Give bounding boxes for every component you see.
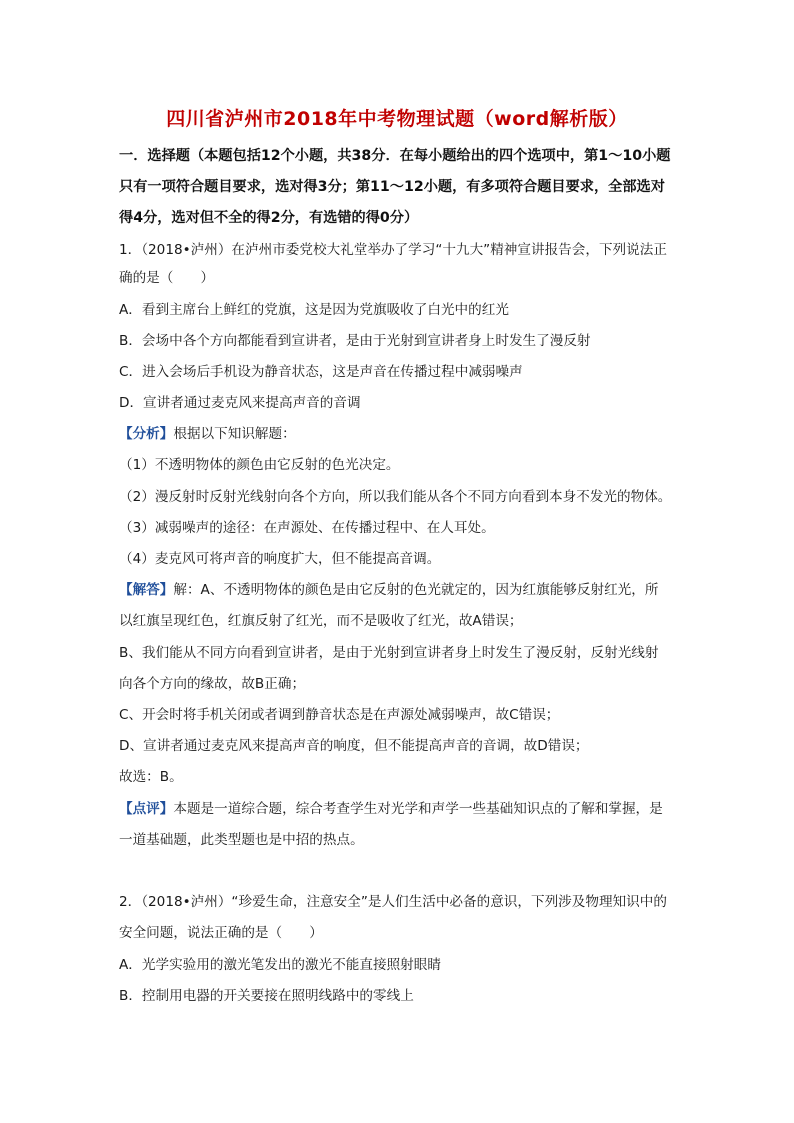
q2-option-a: A．光学实验用的激光笔发出的激光不能直接照射眼睛	[119, 957, 441, 973]
analysis-tag: 【分析】	[119, 426, 174, 442]
q1-analysis-line	[119, 424, 679, 444]
q1-answer-line-7: 故选：B。	[119, 769, 183, 785]
q1-answer-line-1	[119, 580, 679, 600]
q1-option-d: D．宣讲者通过麦克风来提高声音的音调	[119, 395, 361, 411]
q1-answer-line-6: D、宣讲者通过麦克风来提高声音的响度，但不能提高声音的音调，故D错误；	[119, 738, 589, 754]
q1-option-b: B．会场中各个方向都能看到宣讲者，是由于光射到宣讲者身上时发生了漫反射	[119, 333, 591, 349]
comment-tag: 【点评】	[119, 801, 174, 817]
section-heading: 一．选择题（本题包括12个小题，共38分．在每小题给出的四个选项中，第1～10小题只有一项符合题目要求，选对得3分；第11～12小题，有多项符合题目要求，全部选对得4分，选对但不全的得2分，有选错的得0分）	[119, 148, 671, 226]
q1-stem-line-2: 确的是（ ）	[119, 270, 215, 286]
q1-analysis-point-1: （1）不透明物体的颜色由它反射的色光决定。	[119, 457, 400, 473]
answer-tag: 【解答】	[119, 582, 174, 598]
q2-option-b: B．控制用电器的开关要接在照明线路中的零线上	[119, 988, 414, 1004]
q2-stem-line-1: 2．（2018•泸州）“珍爱生命，注意安全”是人们生活中必备的意识，下列涉及物理知识中的	[119, 894, 667, 910]
q1-comment-line-1	[119, 799, 679, 819]
q1-comment-line-2: 一道基础题，此类型题也是中招的热点。	[119, 832, 364, 848]
q1-analysis-point-3: （3）减弱噪声的途径：在声源处、在传播过程中、在人耳处。	[119, 520, 495, 536]
q1-answer-line-4: 向各个方向的缘故，故B正确；	[119, 676, 306, 692]
q1-answer-line-5: C、开会时将手机关闭或者调到静音状态是在声源处减弱噪声，故C错误；	[119, 707, 560, 723]
q1-analysis-point-4: （4）麦克风可将声音的响度扩大，但不能提高音调。	[119, 551, 441, 567]
q1-option-a: A．看到主席台上鲜红的党旗，这是因为党旗吸收了白光中的红光	[119, 302, 509, 318]
q1-analysis-point-2: （2）漫反射时反射光线射向各个方向，所以我们能从各个不同方向看到本身不发光的物体。	[119, 489, 672, 505]
q1-stem-line-1: 1．（2018•泸州）在泸州市委党校大礼堂举办了学习“十九大”精神宣讲报告会，下列说法正	[119, 242, 667, 258]
answer-text-1: 解：A、不透明物体的颜色是由它反射的色光就定的，因为红旗能够反射红光，所	[173, 582, 659, 598]
comment-text-1: 本题是一道综合题，综合考查学生对光学和声学一些基础知识点的了解和掌握，是	[173, 801, 663, 817]
q1-option-c: C．进入会场后手机设为静音状态，这是声音在传播过程中减弱噪声	[119, 364, 523, 380]
analysis-intro: 根据以下知识解题：	[173, 426, 296, 442]
q1-answer-line-2: 以红旗呈现红色，红旗反射了红光，而不是吸收了红光，故A错误；	[119, 613, 523, 629]
document-title: 四川省泸州市2018年中考物理试题（word解析版）	[166, 108, 628, 130]
q2-stem-line-2: 安全问题，说法正确的是（ ）	[119, 925, 323, 941]
q1-answer-line-3: B、我们能从不同方向看到宣讲者，是由于光射到宣讲者身上时发生了漫反射，反射光线射	[119, 645, 659, 661]
